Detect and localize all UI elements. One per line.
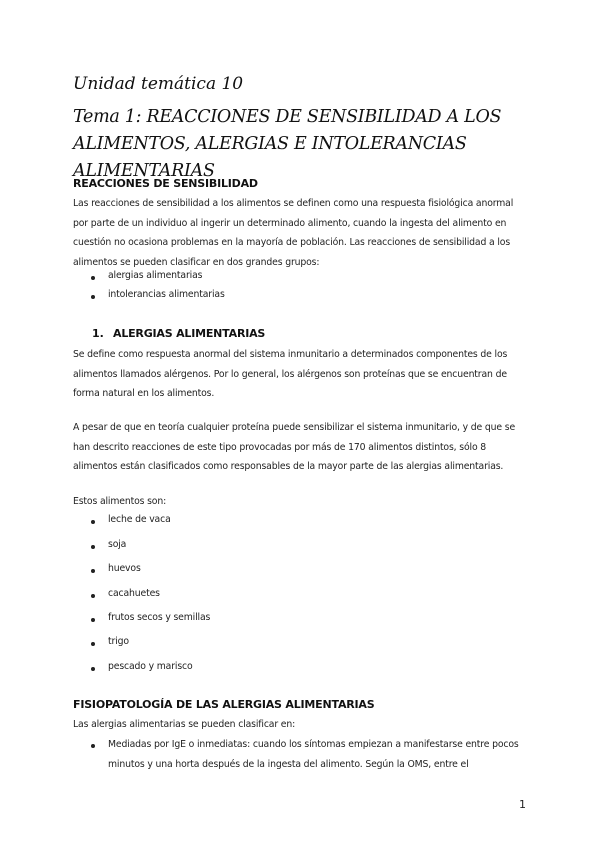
list-item: intolerancias alimentarias: [108, 289, 225, 300]
unit-title: Unidad temática 10: [73, 74, 244, 94]
bullet-icon: [91, 594, 95, 598]
list-item: Mediadas por IgE o inmediatas: cuando los síntomas empiezan a manifestarse entre pocos minutos y una horta después de la ingesta del alimento. Según la OMS, entre el: [108, 739, 519, 770]
list-item: huevos: [108, 563, 141, 574]
section3-intro: Las alergias alimentarias se pueden clasificar en:: [73, 719, 296, 730]
bullet-icon: [91, 545, 95, 549]
list-item: cacahuetes: [108, 588, 160, 599]
list-item: pescado y marisco: [108, 661, 193, 672]
list-item: trigo: [108, 636, 129, 647]
bullet-icon: [91, 295, 95, 299]
bullet-icon: [91, 667, 95, 671]
section-heading-sensibilidad: REACCIONES DE SENSIBILIDAD: [73, 177, 258, 190]
bullet-icon: [91, 744, 95, 748]
list-item: soja: [108, 539, 127, 550]
topic-title: Tema 1: REACCIONES DE SENSIBILIDAD A LOS ALIMENTOS, ALERGIAS E INTOLERANCIAS ALIMENTARIAS: [73, 107, 502, 181]
list-item: leche de vaca: [108, 514, 171, 525]
section-heading-fisiopatologia: FISIOPATOLOGÍA DE LAS ALERGIAS ALIMENTARIAS: [73, 698, 375, 711]
bullet-icon: [91, 618, 95, 622]
section1-paragraph: Las reacciones de sensibilidad a los alimentos se definen como una respuesta fisiológica anormal por parte de un individuo al ingerir un determinado alimento, cuando la ingesta del alimento en cuestión no ocasiona problemas en la mayoría de población. Las reacciones de sensibilidad a los alimentos se pueden clasificar en dos grandes grupos:: [73, 198, 514, 268]
section-heading-alergias: ALERGIAS ALIMENTARIAS: [113, 327, 266, 340]
section2-paragraph-1: Se define como respuesta anormal del sistema inmunitario a determinados componentes de los alimentos llamados alérgenos. Por lo general, los alérgenos son proteínas que se encuentran de forma natural en los alimentos.: [73, 349, 508, 399]
page-number: 1: [519, 798, 526, 811]
bullet-icon: [91, 520, 95, 524]
section2-paragraph-2: A pesar de que en teoría cualquier proteína puede sensibilizar el sistema inmunitario, y de que se han descrito reacciones de este tipo provocadas por más de 170 alimentos distintos, sólo 8 alimentos están clasificados como responsables de la mayor parte de las alergias alimentarias.: [73, 422, 516, 472]
bullet-icon: [91, 569, 95, 573]
foods-intro: Estos alimentos son:: [73, 496, 167, 507]
bullet-icon: [91, 276, 95, 280]
list-item: frutos secos y semillas: [108, 612, 211, 623]
list-item: alergias alimentarias: [108, 270, 203, 281]
bullet-icon: [91, 642, 95, 646]
section-number: 1.: [92, 327, 104, 340]
